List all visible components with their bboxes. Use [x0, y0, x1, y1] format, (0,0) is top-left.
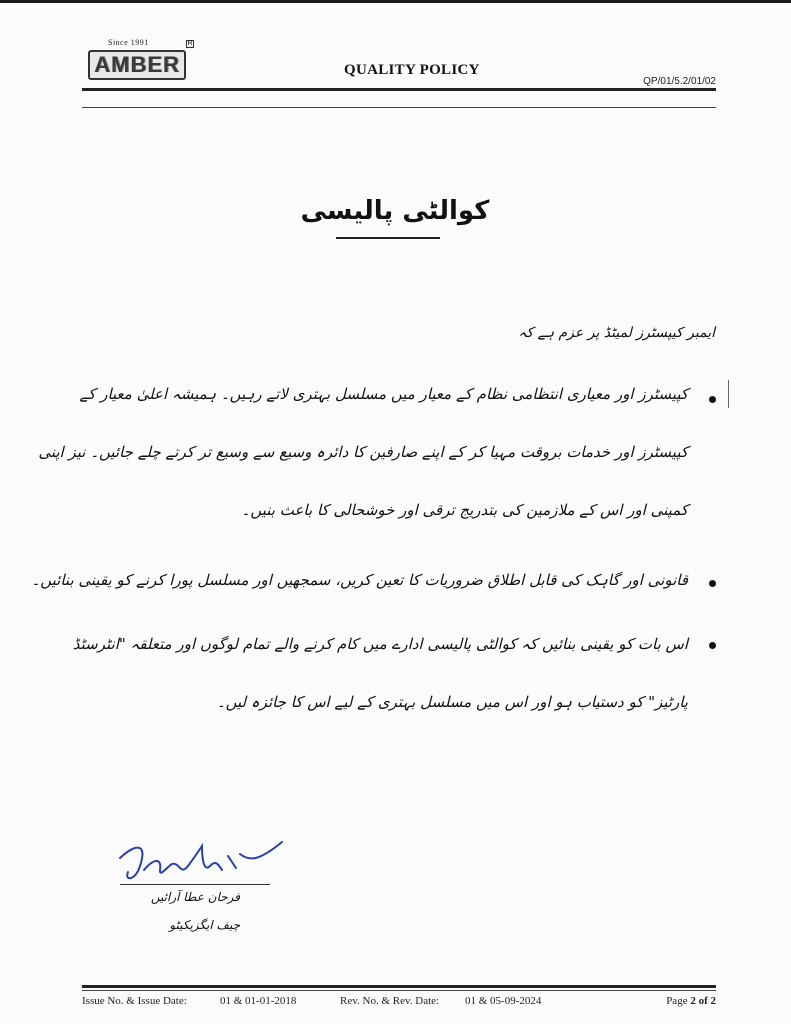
footer-rule-thin	[82, 990, 716, 991]
bullet-line: اس بات کو یقینی بنائیں کہ کوالٹی پالیسی ادارے میں کام کرنے والے تمام لوگوں اور متعلقہ "انٹرسٹڈ	[72, 635, 688, 653]
logo-wordmark: AMBER	[88, 50, 186, 80]
margin-mark	[728, 380, 729, 408]
bullet-line: کپیسٹرز اور معیاری انتظامی نظام کے معیار میں مسلسل بہتری لاتے رہیں۔ ہمیشہ اعلیٰ معیار کے	[79, 385, 688, 403]
bullet-dot	[709, 396, 716, 403]
bullet-line: کپیسٹرز اور خدمات بروقت مہیا کر کے اپنے صارفین کا دائرہ وسیع سے وسیع تر کرتے چلے جائیں۔ نیز اپنی	[38, 443, 688, 461]
logo-registered-mark: R	[187, 40, 193, 47]
signatory-name: فرحان عطا آرائیں	[150, 890, 240, 904]
header-rule-thick	[82, 88, 716, 91]
issue-label: Issue No. & Issue Date:	[82, 995, 187, 1007]
policy-bullet	[72, 630, 716, 746]
logo-since: Since 1991	[108, 38, 149, 47]
footer-rule-thick	[82, 985, 716, 988]
bullet-dot	[709, 580, 716, 587]
policy-bullet	[31, 566, 716, 624]
revision-value: 01 & 05-09-2024	[465, 995, 542, 1007]
policy-heading: کوالٹی پالیسی	[300, 196, 490, 226]
document-code: QP/01/5.2/01/02	[643, 76, 716, 87]
revision-label: Rev. No. & Rev. Date:	[340, 995, 440, 1007]
page-number: Page 2 of 2	[666, 995, 716, 1007]
policy-intro: ایمبر کیپسٹرز لمیٹڈ پر عزم ہے کہ	[518, 325, 715, 341]
document-title: QUALITY POLICY	[344, 62, 480, 78]
header-rule-thin	[82, 107, 716, 108]
issue-value: 01 & 01-01-2018	[220, 995, 297, 1007]
signatory-title: چیف ایگزیکیٹو	[169, 918, 240, 932]
policy-bullet	[38, 380, 716, 554]
signature-line	[120, 884, 270, 885]
bullet-line: کمپنی اور اس کے ملازمین کی بتدریج ترقی اور خوشحالی کا باعث بنیں۔	[241, 501, 688, 519]
scan-edge	[0, 0, 791, 3]
document-header	[82, 40, 716, 86]
heading-underline	[336, 237, 440, 239]
amber-logo	[88, 38, 193, 84]
bullet-line: قانونی اور گاہک کی قابل اطلاق ضروریات کا تعین کریں، سمجھیں اور مسلسل پورا کرنے کو یقینی بنائیں۔	[31, 571, 688, 589]
document-footer	[82, 995, 716, 1009]
bullet-dot	[709, 642, 716, 649]
bullet-line: پارٹیز" کو دستیاب ہو اور اس میں مسلسل بہتری کے لیے اس کا جائزہ لیں۔	[216, 693, 688, 711]
